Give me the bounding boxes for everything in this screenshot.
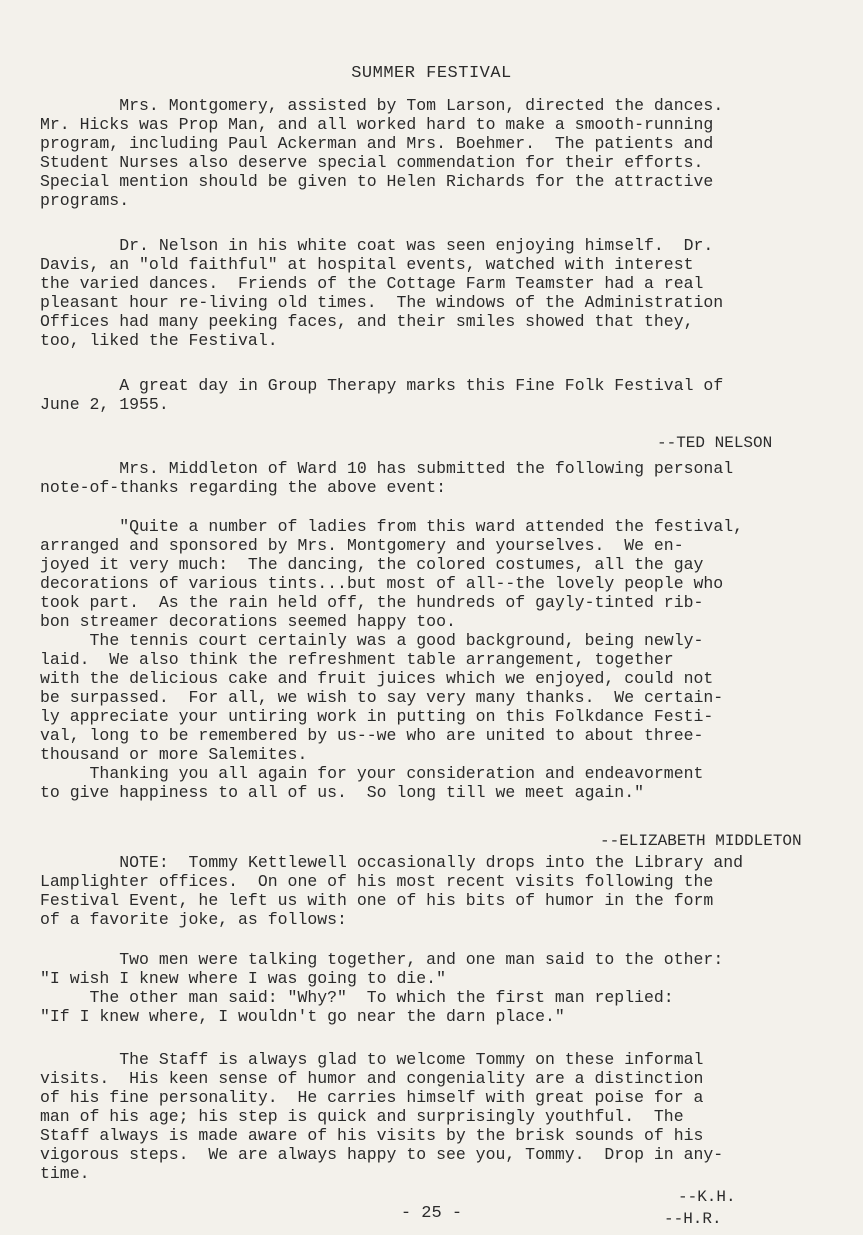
page-number: - 25 - bbox=[400, 1204, 463, 1223]
paragraph-joke: Two men were talking together, and one man said to the other: "I wish I knew where I was going to die." The other man said: "Why?" To which the first man replied: "If I knew where, I wouldn't go near the darn place." bbox=[40, 950, 724, 1026]
paragraph-middleton-intro: Mrs. Middleton of Ward 10 has submitted the following personal note-of-thanks regarding the above event: bbox=[40, 459, 734, 497]
paragraph-staff: The Staff is always glad to welcome Tommy on these informal visits. His keen sense of humor and congeniality are a distinction of his fine personality. He carries himself with great poise for a man of his age; his step is quick and surprisingly youthful. The Staff always is made aware of his visits by the brisk sounds of his vigorous steps. We are always happy to see you, Tommy. Drop in any- time. bbox=[40, 1050, 724, 1183]
signature-ted-nelson: --TED NELSON bbox=[657, 434, 773, 452]
signature-elizabeth-middleton: --ELIZABETH MIDDLETON bbox=[600, 832, 802, 850]
paragraph-thank-you-letter: "Quite a number of ladies from this ward attended the festival, arranged and sponsored by Mrs. Montgomery and yourselves. We en- joyed it very much: The dancing, the colored costumes, all the gay decorations of various tints...but most of all--the lovely people who took part. As the rain held off, the hundreds of gayly-tinted rib- bon streamer decorations seemed happy too. The tennis court certainly was a good background, being newly- laid. We also think the refreshment table arrangement, together with the delicious cake and fruit juices which we enjoyed, could not be surpassed. For all, we wish to say very many thanks. We certain- ly appreciate your untiring work in putting on this Folkdance Festi- val, long to be remembered by us--we who are united to about three- thousand or more Salemites. Thanking you all again for your consideration and endeavorment to give happiness to all of us. So long till we meet again." bbox=[40, 517, 744, 802]
paragraph-group-therapy: A great day in Group Therapy marks this Fine Folk Festival of June 2, 1955. bbox=[40, 376, 724, 414]
paragraph-dr-nelson: Dr. Nelson in his white coat was seen enjoying himself. Dr. Davis, an "old faithful" at hospital events, watched with interest the varied dances. Friends of the Cottage Farm Teamster had a real pleasant hour re-living old times. The windows of the Administration Offices had many peeking faces, and their smiles showed that they, too, liked the Festival. bbox=[40, 236, 724, 350]
signature-hr: --H.R. bbox=[664, 1210, 722, 1228]
paragraph-dances: Mrs. Montgomery, assisted by Tom Larson, directed the dances. Mr. Hicks was Prop Man, and all worked hard to make a smooth-running program, including Paul Ackerman and Mrs. Boehmer. The patients and Student Nurses also deserve special commendation for their efforts. Special mention should be given to Helen Richards for the attractive programs. bbox=[40, 96, 724, 210]
paragraph-note-tommy: NOTE: Tommy Kettlewell occasionally drops into the Library and Lamplighter offices. On one of his most recent visits following the Festival Event, he left us with one of his bits of humor in the form of a favorite joke, as follows: bbox=[40, 853, 744, 929]
page-title: SUMMER FESTIVAL bbox=[351, 64, 512, 83]
signature-kh: --K.H. bbox=[678, 1188, 736, 1206]
